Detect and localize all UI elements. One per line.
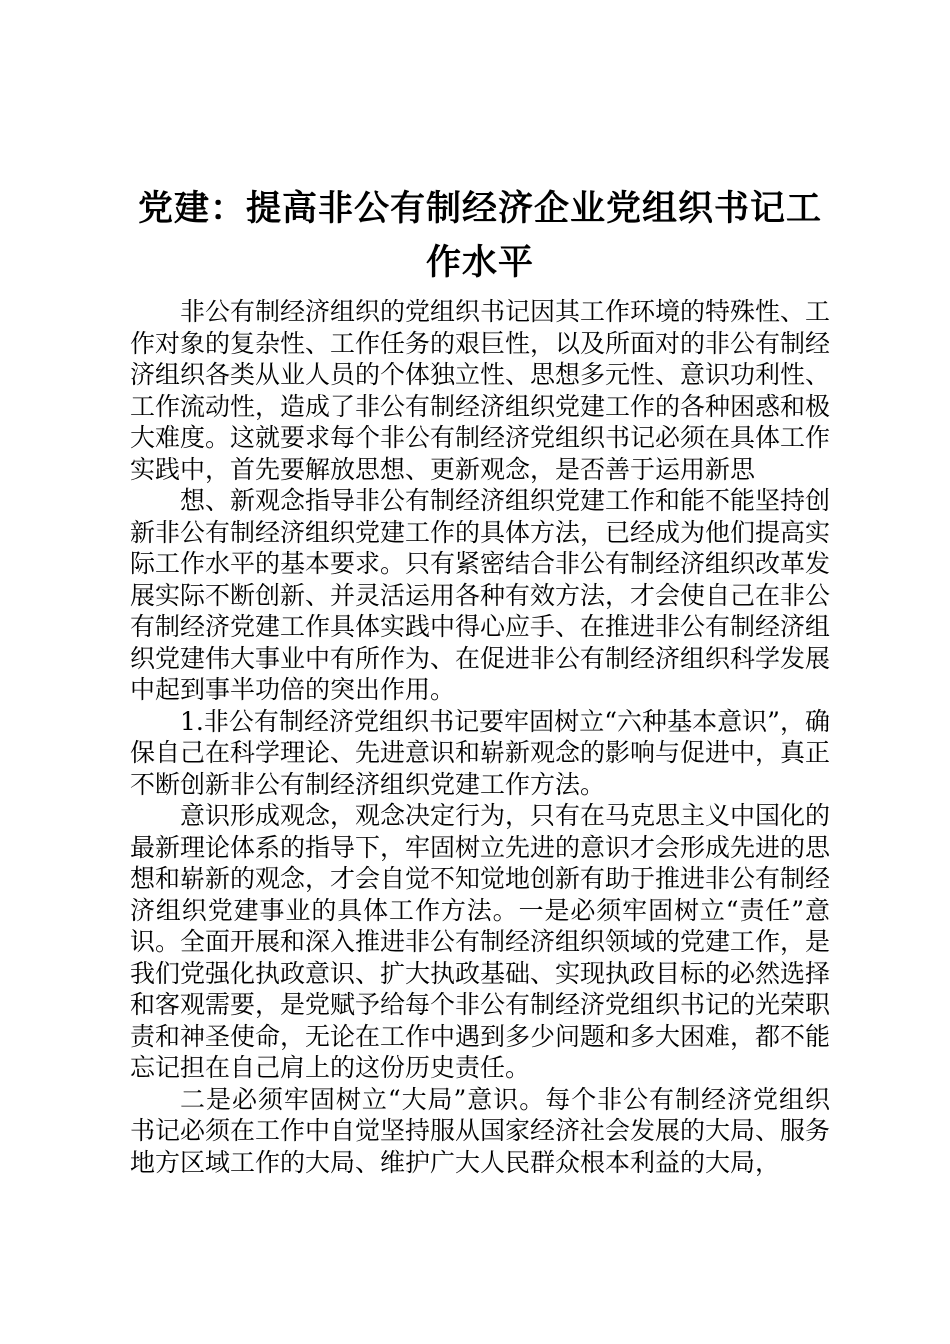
document-title: 党建：提高非公有制经济企业党组织书记工作水平 bbox=[137, 189, 822, 283]
paragraph-4: 意识形成观念，观念决定行为，只有在马克思主义中国化的最新理论体系的指导下，牢固树立先进的意识才会形成先进的思想和崭新的观念，才会自觉不知觉地创新有助于推进非公有制经济组织党建事业的具体工作方法。一是必须牢固树立“责任”意识。全面开展和深入推进非公有制经济组织领域的党建工作，是我们党强化执政意识、扩大执政基础、实现执政目标的必然选择和客观需要，是党赋予给每个非公有制经济党组织书记的光荣职责和神圣使命，无论在工作中遇到多少问题和多大困难，都不能忘记担在自己肩上的这份历史责任。 bbox=[130, 801, 831, 1082]
paragraph-1: 非公有制经济组织的党组织书记因其工作环境的特殊性、工作对象的复杂性、工作任务的艰巨性，以及所面对的非公有制经济组织各类从业人员的个体独立性、思想多元性、意识功利性、工作流动性，造成了非公有制经济组织党建工作的各种困惑和极大难度。这就要求每个非公有制经济党组织书记必须在具体工作实践中，首先要解放思想、更新观念，是否善于运用新思 bbox=[130, 297, 831, 484]
paragraph-3: 1.非公有制经济党组织书记要牢固树立“六种基本意识”，确保自己在科学理论、先进意识和崭新观念的影响与促进中，真正不断创新非公有制经济组织党建工作方法。 bbox=[130, 706, 831, 799]
document-page bbox=[130, 182, 830, 1178]
paragraph-2: 想、新观念指导非公有制经济组织党建工作和能不能坚持创新非公有制经济组织党建工作的具体方法，已经成为他们提高实际工作水平的基本要求。只有紧密结合非公有制经济组织改革发展实际不断创新、并灵活运用各种有效方法，才会使自己在非公有制经济党建工作具体实践中得心应手、在推进非公有制经济组织党建伟大事业中有所作为、在促进非公有制经济组织科学发展中起到事半功倍的突出作用。 bbox=[130, 486, 831, 704]
paragraph-5: 二是必须牢固树立“大局”意识。每个非公有制经济党组织书记必须在工作中自觉坚持服从国家经济社会发展的大局、服务地方区域工作的大局、维护广大人民群众根本利益的大局， bbox=[130, 1084, 831, 1177]
